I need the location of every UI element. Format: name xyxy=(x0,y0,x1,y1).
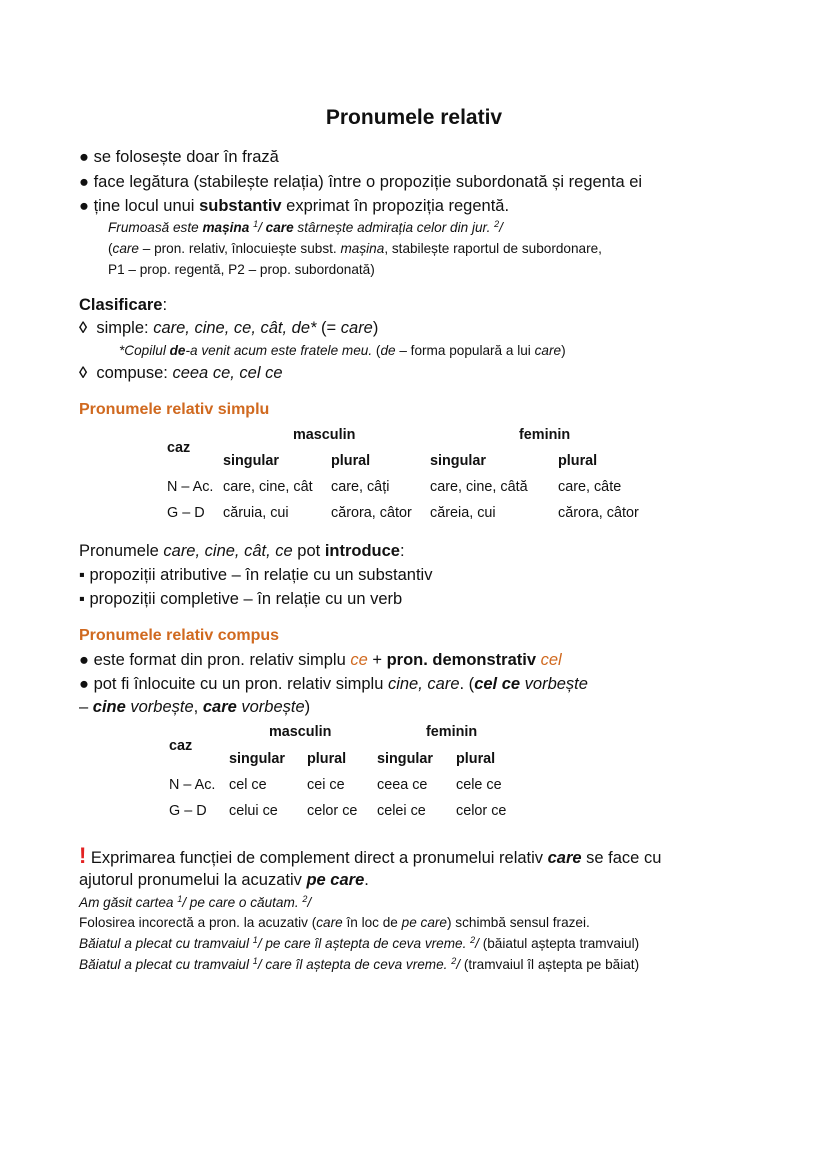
compound-bullet-2-cont: – cine vorbește, care vorbește) xyxy=(79,698,311,716)
bullet-icon: ● xyxy=(79,173,89,191)
diamond-icon: ◊ xyxy=(79,319,88,337)
bullet-icon: ● xyxy=(79,651,89,669)
warning-line-2: ajutorul pronumelui la acuzativ pe care. xyxy=(79,871,369,889)
explanation-line-2: P1 – prop. regentă, P2 – prop. subordonată) xyxy=(108,262,375,277)
introduce-item-2: ▪ propoziții completive – în relație cu un verb xyxy=(79,590,403,608)
example-sentence-1: Frumoasă este mașina $^1$/ care stârnește admirația celor din jur. $^2$/ xyxy=(108,219,503,235)
section-heading-simple: Pronumele relativ simplu xyxy=(79,401,270,418)
incorrect-usage-note: Folosirea incorectă a pron. la acuzativ (care în loc de pe care) schimbă sensul frazei. xyxy=(79,915,590,930)
bullet-icon: ● xyxy=(79,675,89,693)
section-heading-compound: Pronumele relativ compus xyxy=(79,627,280,644)
square-bullet-icon: ▪ xyxy=(79,590,85,608)
diamond-icon: ◊ xyxy=(79,364,88,382)
example-tram-waited: Băiatul a plecat cu tramvaiul $^1$/ care îl aștepta de ceva vreme. $^2$/ (tramvaiul îl aștepta pe băiat) xyxy=(79,956,640,972)
intro-bullet-1: ● se folosește doar în frază xyxy=(79,148,279,166)
classification-note: *Copilul de-a venit acum este fratele meu. (de – forma populară a lui care) xyxy=(119,343,566,358)
bullet-icon: ● xyxy=(79,197,89,215)
square-bullet-icon: ▪ xyxy=(79,566,85,584)
compound-bullet-2: ● pot fi înlocuite cu un pron. relativ simplu cine, care. (cel ce vorbește xyxy=(79,675,588,693)
introduce-item-1: ▪ propoziții atributive – în relație cu un substantiv xyxy=(79,566,433,584)
warning-line-1: ! Exprimarea funcției de complement direct a pronumelui relativ care se face cu xyxy=(79,843,662,868)
bullet-icon: ● xyxy=(79,148,89,166)
intro-bullet-3: ● ține locul unui substantiv exprimat în propoziția regentă. xyxy=(79,197,510,215)
example-found-book: Am găsit cartea $^1$/ pe care o căutam. $^2$/ xyxy=(79,894,312,910)
compound-bullet-1: ● este format din pron. relativ simplu ce + pron. demonstrativ cel xyxy=(79,651,562,669)
classification-heading: Clasificare: xyxy=(79,296,168,314)
classification-simple: ◊ simple: care, cine, ce, cât, de* (= care) xyxy=(79,319,379,337)
exclamation-icon: ! xyxy=(79,843,87,868)
example-boy-waited: Băiatul a plecat cu tramvaiul $^1$/ pe care îl aștepta de ceva vreme. $^2$/ (băiatul aștepta tramvaiul) xyxy=(79,935,640,951)
intro-bullet-2: ● face legătura (stabilește relația) între o propoziție subordonată și regenta ei xyxy=(79,173,643,191)
introduce-line: Pronumele care, cine, cât, ce pot introduce: xyxy=(79,542,405,560)
explanation-line-1: (care – pron. relativ, înlocuiește subst. mașina, stabilește raportul de subordonare, xyxy=(108,241,602,256)
page-title: Pronumele relativ xyxy=(325,106,503,129)
document-page: Pronumele relativ ● se folosește doar în frază ● face legătura (stabilește relația) între o propoziție subordonată și regenta ei ● ține locul unui substantiv exprimat în propoziția regentă. Frumoasă este mașina $^1$/ care stârnește admirația celor din jur. $^2$/ (care – pron. relativ, înlocuiește subst. mașina, stabilește raportul de subordonare, P1 – prop. regentă, P2 – prop. subordonată) Clasificare: ◊ simple: care, cine, ce, cât, de* (= care) *Copilul de-a venit acum este fratele meu. (de – forma populară a lui care) ◊ compuse: ceea ce, cel ce Pronumele relativ simplu masculin feminin caz singular plural singular plural N – Ac. care, cine, cât care, câți care, cine, câtă care, câte G – D căruia, cui cărora, câtor căreia, cui cărora, câtor Pronumele care, cine, cât, ce pot introduce: ▪ propoziții atributive – în relație cu un substantiv ▪ propoziții completive – în relație cu un verb Pronumele relativ compus ● este format din pron. relativ simplu ce + pron. demonstrativ cel ● pot fi înlocuite cu un pron. relativ simplu cine, care. (cel ce vorbește – cine vorbește, care vorbește) masculin feminin caz singular plural singular plural N – Ac. cel ce cei ce ceea ce cele ce G – D celui ce celor ce celei ce celor ce ! Exprimarea funcției de complement direct a pronumelui relativ care se face cu ajutorul pronumelui la acuzativ pe care. Am găsit cartea $^1$/ pe care o căutam. $^2$/ Folosirea incorectă a pron. la acuzativ (care în loc de pe care) schimbă sensul frazei. Băiatul a plecat cu tramvaiul $^1$/ pe care îl aștepta de ceva vreme. $^2$/ (băiatul aștepta tramvaiul) Băiatul a plecat cu tramvaiul $^1$/ care îl aștepta de ceva vreme. $^2$/ (tramvaiul îl aștepta pe băiat) xyxy=(0,0,828,1171)
classification-compound: ◊ compuse: ceea ce, cel ce xyxy=(79,364,283,382)
